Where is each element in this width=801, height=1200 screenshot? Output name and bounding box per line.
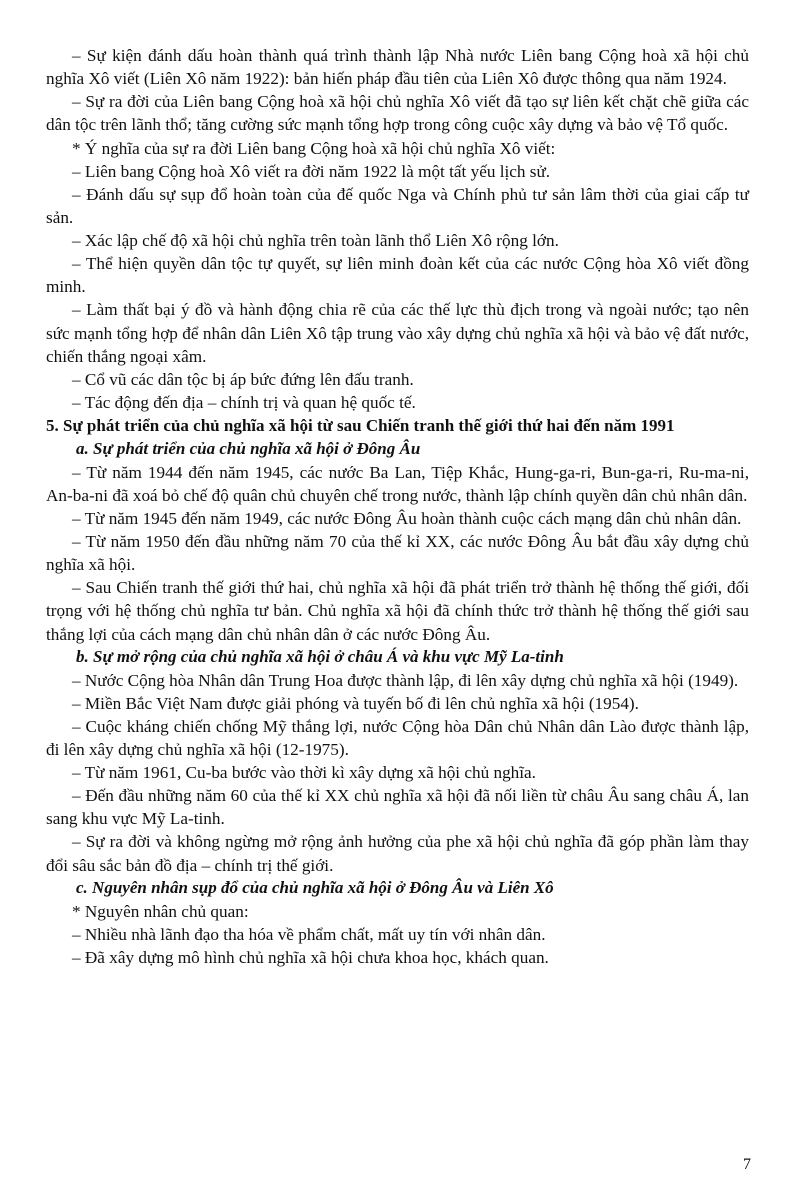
paragraph: – Từ năm 1944 đến năm 1945, các nước Ba Lan, Tiệp Khắc, Hung-ga-ri, Bun-ga-ri, Ru-ma-ni, An-ba-ni đã xoá bỏ chế độ quân chủ chuyên chế trong nước, thành lập chính quyền dân chủ nhân dân. [46, 462, 749, 505]
paragraph: – Sự ra đời của Liên bang Cộng hoà xã hội chủ nghĩa Xô viết đã tạo sự liên kết chặt chẽ giữa các dân tộc trên lãnh thổ; tăng cường sức mạnh tổng hợp trong công cuộc xây dựng và bảo vệ Tổ quốc. [46, 92, 749, 135]
paragraph: – Cổ vũ các dân tộc bị áp bức đứng lên đấu tranh. [72, 369, 414, 389]
paragraph: – Xác lập chế độ xã hội chủ nghĩa trên toàn lãnh thổ Liên Xô rộng lớn. [72, 231, 559, 250]
page-number: 7 [743, 1156, 751, 1173]
paragraph: – Từ năm 1950 đến đầu những năm 70 của thế kỉ XX, các nước Đông Âu bắt đầu xây dựng chủ nghĩa xã hội. [46, 532, 749, 575]
paragraph: – Thể hiện quyền dân tộc tự quyết, sự liên minh đoàn kết của các nước Cộng hòa Xô viết đồng minh. [46, 254, 749, 297]
paragraph: – Từ năm 1961, Cu-ba bước vào thời kì xây dựng xã hội chủ nghĩa. [72, 763, 536, 783]
paragraph: – Sau Chiến tranh thế giới thứ hai, chủ nghĩa xã hội đã phát triển trở thành hệ thống thế giới, đối trọng với hệ thống chủ nghĩa tư bản. Chủ nghĩa xã hội đã chính thức trở thành hệ thống thế giới sau thắng lợi của cách mạng dân chủ nhân dân ở các nước Đông Âu. [46, 578, 749, 644]
paragraph-note: * Nguyên nhân chủ quan: [72, 901, 249, 921]
section-heading-5: 5. Sự phát triển của chủ nghĩa xã hội từ sau Chiến tranh thế giới thứ hai đến năm 1991 [46, 416, 675, 435]
paragraph: – Sự ra đời và không ngừng mở rộng ảnh hưởng của phe xã hội chủ nghĩa đã góp phần làm thay đổi sâu sắc bản đồ địa – chính trị thế giới. [46, 832, 749, 875]
paragraph: – Đến đầu những năm 60 của thế kỉ XX chủ nghĩa xã hội đã nối liền từ châu Âu sang châu Á, lan sang khu vực Mỹ La-tinh. [46, 786, 749, 829]
page-body [46, 44, 749, 969]
paragraph: – Tác động đến địa – chính trị và quan hệ quốc tế. [72, 392, 416, 412]
paragraph: – Đã xây dựng mô hình chủ nghĩa xã hội chưa khoa học, khách quan. [72, 947, 549, 967]
paragraph: – Miền Bắc Việt Nam được giải phóng và tuyến bố đi lên chủ nghĩa xã hội (1954). [72, 693, 639, 713]
paragraph: – Sự kiện đánh dấu hoàn thành quá trình thành lập Nhà nước Liên bang Cộng hoà xã hội chủ nghĩa Xô viết (Liên Xô năm 1922): bản hiến pháp đầu tiên của Liên Xô được thông qua năm 1924. [46, 46, 749, 89]
subsection-heading-b: b. Sự mở rộng của chủ nghĩa xã hội ở châu Á và khu vực Mỹ La-tinh [76, 646, 564, 666]
subsection-heading-c: c. Nguyên nhân sụp đổ của chủ nghĩa xã hội ở Đông Âu và Liên Xô [76, 877, 554, 897]
paragraph: – Làm thất bại ý đồ và hành động chia rẽ của các thế lực thù địch trong và ngoài nước; tạo nên sức mạnh tổng hợp để nhân dân Liên Xô tập trung vào xây dựng chủ nghĩa xã hội và bảo vệ đất nước, chiến thắng ngoại xâm. [46, 300, 749, 366]
paragraph: – Từ năm 1945 đến năm 1949, các nước Đông Âu hoàn thành cuộc cách mạng dân chủ nhân dân. [72, 508, 742, 528]
paragraph-note: * Ý nghĩa của sự ra đời Liên bang Cộng hoà xã hội chủ nghĩa Xô viết: [72, 138, 556, 158]
paragraph: – Nước Cộng hòa Nhân dân Trung Hoa được thành lập, đi lên xây dựng chủ nghĩa xã hội (1949). [72, 670, 739, 690]
paragraph: – Cuộc kháng chiến chống Mỹ thắng lợi, nước Cộng hòa Dân chủ Nhân dân Lào được thành lập, đi lên xây dựng chủ nghĩa xã hội (12-1975). [46, 716, 749, 759]
paragraph: – Đánh dấu sự sụp đổ hoàn toàn của đế quốc Nga và Chính phủ tư sản lâm thời của giai cấp tư sản. [46, 184, 749, 227]
subsection-heading-a: a. Sự phát triển của chủ nghĩa xã hội ở Đông Âu [76, 438, 421, 458]
paragraph: – Liên bang Cộng hoà Xô viết ra đời năm 1922 là một tất yếu lịch sử. [72, 161, 551, 181]
paragraph: – Nhiều nhà lãnh đạo tha hóa về phẩm chất, mất uy tín với nhân dân. [72, 924, 546, 944]
